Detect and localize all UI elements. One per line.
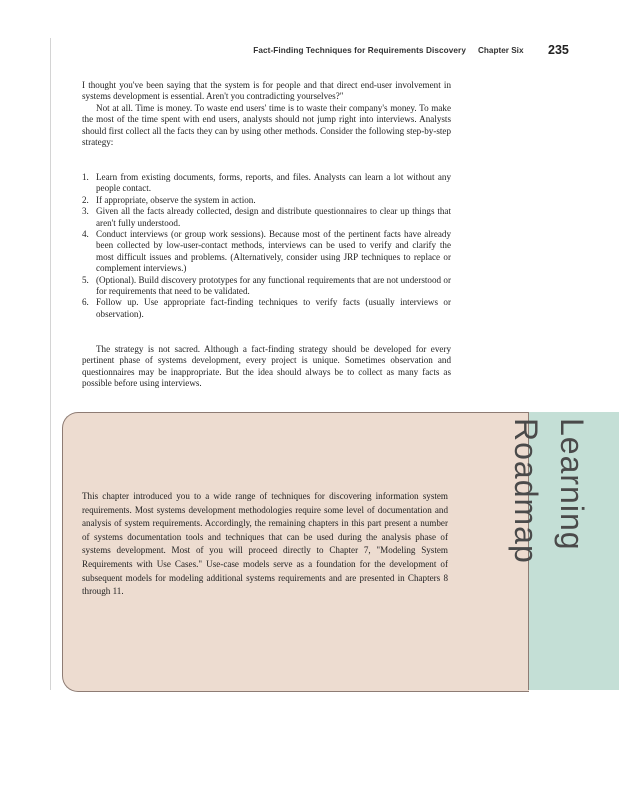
step-number: 4. (82, 229, 89, 240)
step-number: 3. (82, 206, 89, 217)
learning-roadmap-text: This chapter introduced you to a wide range of techniques for discovering information system requirements. Most systems development methodologies require some level of documentation and analysis of system requirements. Accordingly, the remaining chapters in this part present a number of systems documentation tools and techniques that can be used during the analysis phase of systems development. Most of you will proceed directly to Chapter 7, "Modeling System Requirements with Use Cases." Use-case models serve as a foundation for the development of subsequent models for modeling additional systems requirements and are presented in Chapters 8 through 11. (82, 491, 448, 597)
step-number: 5. (82, 274, 89, 285)
step-text: (Optional). Build discovery prototypes for any functional requirements that are not understood or for requirements that need to be validated. (96, 274, 451, 297)
section-title: Fact-Finding Techniques for Requirements Discovery (253, 46, 466, 55)
step-number: 2. (82, 194, 89, 205)
page-number: 235 (548, 43, 569, 57)
step-text: Learn from existing documents, forms, reports, and files. Analysts can learn a lot without any people contact. (96, 172, 451, 194)
step-number: 1. (82, 172, 89, 182)
chapter-label: Chapter Six (478, 46, 524, 55)
strategy-steps (82, 172, 451, 320)
list-item (82, 195, 451, 206)
step-text: If appropriate, observe the system in action. (96, 194, 256, 205)
intro-paragraph: I thought you've been saying that the system is for people and that direct end-user involvement in systems development is essential. Aren't you contradicting yourselves?" (82, 80, 451, 102)
list-item (82, 172, 451, 195)
running-head (0, 44, 619, 64)
step-text: Conduct interviews (or group work sessions). Because most of the pertinent facts have already been collected by low-user-contact methods, interviews can be used to verify and clarify the most difficult issues and problems. (Alternatively, consider using JRP techniques to replace or complement interviews.) (96, 229, 451, 274)
step-number: 6. (82, 297, 89, 308)
learning-roadmap-title: Learning Roadmap (508, 418, 590, 564)
step-text: Given all the facts already collected, design and distribute questionnaires to clear up things that aren't fully understood. (96, 206, 451, 228)
answer-paragraph: Not at all. Time is money. To waste end users' time is to waste their company's money. To make the most of the time spent with end users, analysts should not jump right into interviews. Analysts should first collect all the facts they can by using other methods. Consider the following step-by-step strategy: (82, 102, 451, 148)
list-item (82, 206, 451, 229)
list-item (82, 229, 451, 275)
list-item (82, 275, 451, 298)
step-text: Follow up. Use appropriate fact-finding techniques to verify facts (usually interviews or observation). (96, 297, 451, 319)
list-item (82, 297, 451, 320)
intro-block (82, 80, 451, 148)
strategy-paragraph: The strategy is not sacred. Although a fact-finding strategy should be developed for every pertinent phase of systems development, every project is unique. Sometimes observation and questionnaires may be inappropriate. But the idea should always be to collect as many facts as possible before using interviews. (82, 344, 451, 389)
strategy-block (82, 344, 451, 390)
